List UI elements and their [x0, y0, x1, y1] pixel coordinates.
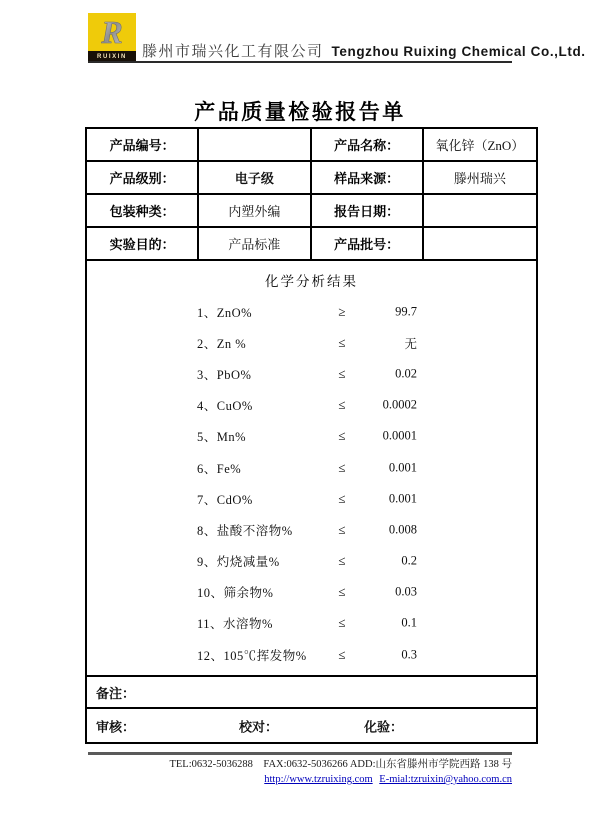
- sample-source-label: 样品来源：: [312, 162, 424, 193]
- item-operator: ≤: [338, 553, 346, 569]
- table-row: [87, 195, 536, 228]
- item-value: 无: [404, 336, 417, 351]
- product-no-label: 产品编号：: [87, 129, 199, 160]
- sample-source-value: 滕州瑞兴: [453, 171, 506, 186]
- header-divider: [88, 61, 512, 63]
- item-value: 0.02: [395, 366, 417, 381]
- product-grade-label: 产品级别：: [87, 162, 199, 193]
- footer-contact-line: TEL:0632-5036288 FAX:0632-5036266 ADD:山东省滕州市学院西路 138 号: [169, 759, 512, 770]
- item-name: 1、ZnO%: [197, 305, 253, 320]
- item-value: 0.03: [395, 584, 417, 599]
- item-value: 0.001: [388, 491, 417, 506]
- item-operator: ≤: [338, 459, 346, 475]
- logo-brand-text: RUIXIN: [88, 51, 136, 62]
- item-name: 12、105℃挥发物%: [197, 648, 307, 663]
- item-name: 2、Zn %: [197, 336, 247, 351]
- email-link[interactable]: E-mial:tzruixin@yahoo.com.cn: [379, 774, 512, 785]
- package-type-label: 包装种类：: [87, 195, 199, 226]
- company-name-en: Tengzhou Ruixing Chemical Co.,Ltd.: [331, 44, 586, 59]
- company-names: [142, 40, 586, 61]
- signoff-row: [87, 709, 536, 742]
- item-operator: ≤: [338, 490, 346, 506]
- batch-no-label: 产品批号：: [312, 228, 424, 259]
- item-operator: ≤: [338, 428, 346, 444]
- product-no-value: [199, 129, 311, 160]
- assay-label: 化验：: [364, 719, 404, 734]
- company-logo: [88, 13, 136, 62]
- analysis-section-title: 化学分析结果: [265, 274, 358, 289]
- item-value: 0.3: [401, 647, 417, 662]
- analysis-item: [87, 358, 536, 389]
- item-operator: ≤: [338, 334, 346, 350]
- remarks-label: 备注：: [96, 685, 136, 701]
- analysis-item: [87, 452, 536, 483]
- footer-links-line: [0, 772, 512, 787]
- footer-divider: [88, 752, 512, 755]
- product-grade-value: 电子级: [199, 162, 311, 193]
- item-name: 4、CuO%: [197, 399, 253, 414]
- item-value: 0.0001: [382, 428, 417, 443]
- batch-no-value: [424, 228, 536, 259]
- analysis-item: [87, 483, 536, 514]
- logo-r-icon: [88, 13, 136, 51]
- item-value: 0.0002: [382, 397, 417, 412]
- remarks-row: [87, 677, 536, 709]
- company-name-cn: 滕州市瑞兴化工有限公司: [142, 44, 324, 60]
- table-row: [87, 162, 536, 195]
- analysis-section: [87, 270, 536, 677]
- analysis-item: [87, 421, 536, 452]
- item-value: 0.008: [388, 522, 417, 537]
- item-operator: ≤: [338, 646, 346, 662]
- item-name: 6、Fe%: [197, 461, 242, 476]
- item-operator: ≤: [338, 584, 346, 600]
- report-date-label: 报告日期：: [312, 195, 424, 226]
- item-value: 0.001: [388, 460, 417, 475]
- item-name: 3、PbO%: [197, 367, 252, 382]
- test-purpose-value: 产品标准: [199, 228, 311, 259]
- item-value: 0.1: [401, 615, 417, 630]
- analysis-item: [87, 390, 536, 421]
- item-operator: ≤: [338, 397, 346, 413]
- table-row: [87, 228, 536, 261]
- analysis-items: [87, 296, 536, 670]
- item-operator: ≤: [338, 615, 346, 631]
- item-name: 9、灼烧减量%: [197, 555, 280, 570]
- package-type-value: 内塑外编: [199, 195, 311, 226]
- table-row: [87, 129, 536, 162]
- item-operator: ≤: [338, 521, 346, 537]
- review-label: 审核：: [96, 719, 136, 734]
- item-name: 7、CdO%: [197, 492, 253, 507]
- item-name: 10、筛余物%: [197, 586, 274, 601]
- product-name-value: 氧化锌（ZnO）: [435, 138, 525, 153]
- test-purpose-label: 实验目的：: [87, 228, 199, 259]
- item-name: 8、盐酸不溶物%: [197, 523, 293, 538]
- analysis-item: [87, 546, 536, 577]
- analysis-item: [87, 577, 536, 608]
- item-value: 99.7: [395, 304, 417, 319]
- analysis-item: [87, 296, 536, 327]
- analysis-item: [87, 327, 536, 358]
- proofread-label: 校对：: [239, 719, 279, 734]
- report-date-value: [424, 195, 536, 226]
- footer: [0, 757, 512, 787]
- analysis-item: [87, 514, 536, 545]
- item-value: 0.2: [401, 553, 417, 568]
- item-name: 11、水溶物%: [197, 617, 273, 632]
- product-name-label: 产品名称：: [312, 129, 424, 160]
- report-table: [85, 127, 538, 744]
- website-link[interactable]: http://www.tzruixing.com: [264, 774, 373, 785]
- page-title: 产品质量检验报告单: [194, 101, 406, 124]
- analysis-item: [87, 608, 536, 639]
- item-name: 5、Mn%: [197, 430, 247, 445]
- item-operator: ≤: [338, 365, 346, 381]
- item-operator: ≥: [338, 303, 346, 319]
- svg-text:R: R: [101, 15, 123, 49]
- analysis-item: [87, 639, 536, 670]
